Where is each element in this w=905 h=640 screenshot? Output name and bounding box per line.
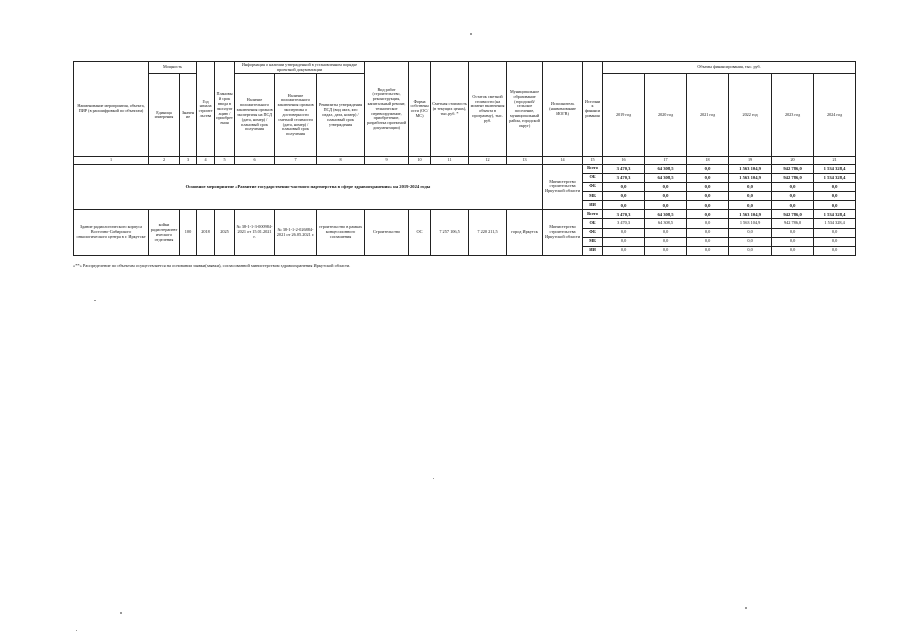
amount-cell: 0,0 (772, 228, 814, 237)
amount-cell: 1 563 104,9 (729, 210, 772, 219)
amount-cell: 0,0 (729, 237, 772, 246)
col-num: 2 (149, 157, 180, 164)
header-residual: Остаток сметной стоимости (на момент включения объекта в программу), тыс. руб. (469, 62, 507, 157)
amount-cell: 0,0 (687, 237, 729, 246)
amount-cell: 0,0 (814, 228, 856, 237)
object-est-cost: 7 257 106,5 (431, 210, 469, 256)
header-year-2024: 2024 год (814, 74, 856, 157)
col-num: 6 (235, 157, 275, 164)
header-year-2022: 2022 год (729, 74, 772, 157)
funding-source: МБ (583, 237, 603, 246)
header-value: Значение (180, 74, 197, 157)
object-ownership: ОС (409, 210, 431, 256)
amount-cell: 0,0 (687, 201, 729, 210)
header-year-2021: 2021 год (687, 74, 729, 157)
amount-cell: 0,0 (687, 228, 729, 237)
amount-cell: 1 534 328,4 (814, 173, 856, 182)
amount-cell: 64 308,5 (645, 164, 687, 173)
amount-cell: 0,0 (729, 246, 772, 255)
amount-cell: 942 786,0 (772, 164, 814, 173)
amount-cell: 1 563 104,9 (729, 219, 772, 228)
header-planned-term: Плановый срок ввода в эксплуатацию / приобретения (215, 62, 235, 157)
object-psd-requisites: строительство в рамках концессионного соглашения (317, 210, 365, 256)
amount-cell: 0,0 (772, 246, 814, 255)
amount-cell: 0,0 (687, 210, 729, 219)
amount-cell: 3 470,3 (603, 164, 645, 173)
financing-table (73, 61, 856, 256)
scan-speck (76, 630, 77, 631)
header-docs-info: Информация о наличии утвержденной в установленном порядке проектной документации (235, 62, 365, 74)
col-num: 10 (409, 157, 431, 164)
column-numbers-row (74, 157, 856, 164)
header-psd-requisites: Реквизиты утверждения ПСД (вид акта, кто издал, дата, номер) / плановый срок утверждения (317, 74, 365, 157)
amount-cell: 942 786,0 (772, 219, 814, 228)
amount-cell: 0,0 (772, 237, 814, 246)
amount-cell: 0,0 (814, 201, 856, 210)
amount-cell: 0,0 (645, 201, 687, 210)
col-num: 4 (197, 157, 215, 164)
main-event-row (74, 164, 856, 173)
footnote: «**» Распределение по объектам осуществляется на основании заявки(заявки), согласованной министерством здравоохранения Иркутской области. (73, 263, 351, 268)
col-num: 9 (365, 157, 409, 164)
amount-cell: 0,0 (603, 201, 645, 210)
header-funding-source: Источник финансирования (583, 62, 603, 157)
amount-cell: 942 786,0 (772, 210, 814, 219)
funding-source: ФБ (583, 228, 603, 237)
amount-cell: 0,0 (814, 182, 856, 191)
amount-cell: 0,0 (603, 192, 645, 201)
amount-cell: 0,0 (687, 192, 729, 201)
amount-cell: 3 470,3 (603, 210, 645, 219)
scan-speck (470, 33, 472, 35)
amount-cell: 0,0 (645, 237, 687, 246)
header-capacity: Мощность (149, 62, 197, 74)
amount-cell: 1 563 104,9 (729, 173, 772, 182)
object-year-start: 2018 (197, 210, 215, 256)
scan-speck (94, 300, 96, 301)
col-num: 15 (583, 157, 603, 164)
scan-speck (745, 607, 747, 609)
amount-cell: 1 534 328,4 (814, 219, 856, 228)
object-value: 100 (180, 210, 197, 256)
object-name: Здание радиологического корпуса Восточно-Сибирского онкологического центра в г. Иркутске (74, 210, 149, 256)
col-num: 5 (215, 157, 235, 164)
amount-cell: 0,0 (729, 228, 772, 237)
amount-cell: 0,0 (687, 246, 729, 255)
funding-source: ФБ (583, 182, 603, 191)
amount-cell: 1 563 104,9 (729, 164, 772, 173)
col-num: 20 (772, 157, 814, 164)
col-num: 18 (687, 157, 729, 164)
amount-cell: 3 470,3 (603, 219, 645, 228)
amount-cell: 0,0 (687, 182, 729, 191)
amount-cell: 0,0 (687, 173, 729, 182)
header-funding-volume: Объемы финансирования, тыс. руб. (603, 62, 856, 74)
object-row (74, 210, 856, 219)
header-work-type: Вид работ (строительство, реконструкция, капитальный ремонт, техническое перевооружение, приобретение, разработка проектной документации) (365, 62, 409, 157)
amount-cell: 1 534 328,4 (814, 164, 856, 173)
main-event-title: Основное мероприятие «Развитие государственно-частного партнерства в сфере здравоохранения» на 2019-2024 годы (74, 164, 543, 210)
funding-source: ОБ (583, 219, 603, 228)
object-executor: Министерство строительства Иркутской области (543, 210, 583, 256)
col-num: 13 (507, 157, 543, 164)
col-num: 12 (469, 157, 507, 164)
amount-cell: 942 786,0 (772, 173, 814, 182)
scan-speck (433, 478, 434, 479)
header-year-2020: 2020 год (645, 74, 687, 157)
amount-cell: 0,0 (645, 192, 687, 201)
funding-source: ОБ (583, 173, 603, 182)
scan-speck (120, 612, 122, 614)
col-num: 7 (275, 157, 317, 164)
funding-source: Всего (583, 164, 603, 173)
amount-cell: 64 308,5 (645, 219, 687, 228)
funding-source: ИИ (583, 201, 603, 210)
amount-cell: 0,0 (603, 246, 645, 255)
col-num: 8 (317, 157, 365, 164)
amount-cell: 3 470,3 (603, 173, 645, 182)
object-residual: 7 220 211,5 (469, 210, 507, 256)
amount-cell: 0,0 (603, 237, 645, 246)
header-municipality: Муниципальное образование (городской/сельское поселение, муниципальный район, городской округ) (507, 62, 543, 157)
funding-source: МБ (583, 192, 603, 201)
amount-cell: 0,0 (772, 182, 814, 191)
funding-source: ИИ (583, 246, 603, 255)
header-year-2019: 2019 год (603, 74, 645, 157)
header-ownership: Форма собственности (ОС/МС) (409, 62, 431, 157)
col-num: 16 (603, 157, 645, 164)
amount-cell: 0,0 (814, 192, 856, 201)
header-year-2023: 2023 год (772, 74, 814, 157)
col-num: 21 (814, 157, 856, 164)
col-num: 19 (729, 157, 772, 164)
amount-cell: 64 308,5 (645, 210, 687, 219)
amount-cell: 1 534 328,4 (814, 210, 856, 219)
col-num: 11 (431, 157, 469, 164)
col-num: 14 (543, 157, 583, 164)
amount-cell: 0,0 (645, 182, 687, 191)
object-planned-term: 2025 (215, 210, 235, 256)
object-work-type: Строительство (365, 210, 409, 256)
amount-cell: 0,0 (603, 182, 645, 191)
amount-cell: 0,0 (729, 182, 772, 191)
header-unit: Единица измерения (149, 74, 180, 157)
amount-cell: 0,0 (814, 237, 856, 246)
amount-cell: 0,0 (772, 192, 814, 201)
object-unit: койки радиотерапевтического отделения (149, 210, 180, 256)
header-executor: Исполнитель (наименование ИОГВ) (543, 62, 583, 157)
amount-cell: 0,0 (729, 192, 772, 201)
amount-cell: 0,0 (814, 246, 856, 255)
object-expertise: № 38-1-1-3-000984-2021 от 15.01.2021 г. (235, 210, 275, 256)
col-num: 1 (74, 157, 149, 164)
header-est-cost: Сметная стоимость (в текущих ценах), тыс.руб. * (431, 62, 469, 157)
main-event-executor: Министерство строительства Иркутской области (543, 164, 583, 210)
object-municipality: город Иркутск (507, 210, 543, 256)
amount-cell: 0,0 (645, 228, 687, 237)
amount-cell: 0,0 (603, 228, 645, 237)
amount-cell: 64 308,5 (645, 173, 687, 182)
amount-cell: 0,0 (772, 201, 814, 210)
amount-cell: 0,0 (687, 219, 729, 228)
header-year-start: Год начала строительства (197, 62, 215, 157)
col-num: 3 (180, 157, 197, 164)
header-cost-check: Наличие положительного заключения органов экспертизы о достоверности сметной стоимости (дата, номер) / плановый срок получения (275, 74, 317, 157)
header-name: Наименование мероприятия, объекта, ПИР (в расшифровкой по объектам) (74, 62, 149, 157)
amount-cell: 0,0 (729, 201, 772, 210)
funding-source: Всего (583, 210, 603, 219)
col-num: 17 (645, 157, 687, 164)
header-expertise: Наличие положительного заключения органов экспертизы на ПСД (дата, номер) / плановый срок получения (235, 74, 275, 157)
amount-cell: 0,0 (645, 246, 687, 255)
object-cost-check: № 38-1-1-2-026884-2021 от 26.05.2021 г. (275, 210, 317, 256)
amount-cell: 0,0 (687, 164, 729, 173)
